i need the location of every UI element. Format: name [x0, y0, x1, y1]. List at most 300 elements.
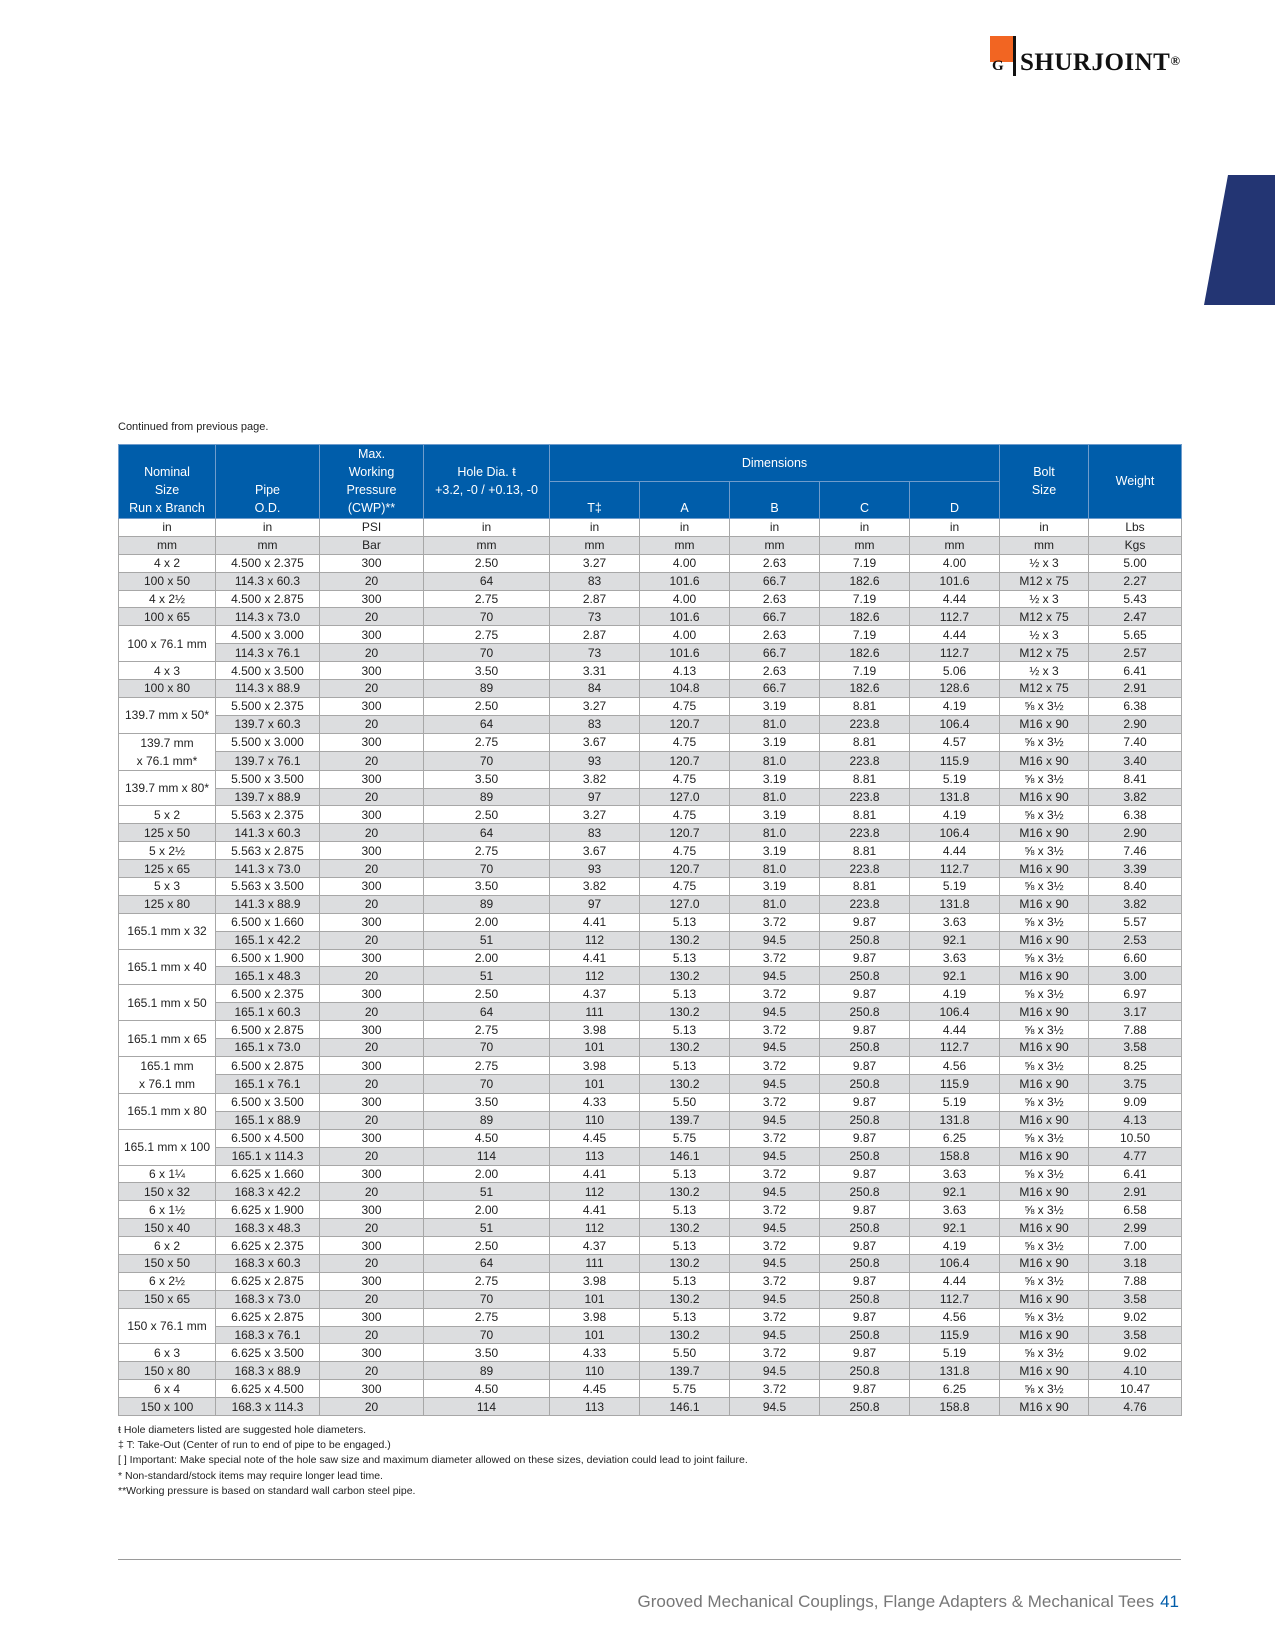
value-cell: 300 — [320, 842, 424, 860]
header-hole-line: +3.2, -0 / +0.13, -0 — [435, 483, 538, 497]
value-cell: 4.50 — [424, 1129, 550, 1147]
value-cell: 7.00 — [1089, 1237, 1182, 1255]
value-cell: 70 — [424, 608, 550, 626]
header-working-pressure — [320, 445, 424, 519]
value-cell: 70 — [424, 860, 550, 878]
value-cell: 3.72 — [730, 1201, 820, 1219]
value-cell: 66.7 — [730, 608, 820, 626]
value-cell: 2.00 — [424, 1165, 550, 1183]
nominal-size-metric-cell: 100 x 80 — [119, 680, 216, 698]
value-cell: 2.75 — [424, 1272, 550, 1290]
value-cell: 9.87 — [820, 1344, 910, 1362]
value-cell: 20 — [320, 715, 424, 733]
value-cell: 5.50 — [640, 1093, 730, 1111]
value-cell: 3.63 — [910, 1201, 1000, 1219]
value-cell: 114.3 x 76.1 — [216, 644, 320, 662]
value-cell: 3.98 — [550, 1272, 640, 1290]
value-cell: 20 — [320, 680, 424, 698]
value-cell: 6.58 — [1089, 1201, 1182, 1219]
value-cell: 2.91 — [1089, 1183, 1182, 1201]
value-cell: 5.13 — [640, 949, 730, 967]
value-cell: 4.56 — [910, 1308, 1000, 1326]
header-nominal-size — [119, 445, 216, 519]
value-cell: ⅝ x 3½ — [1000, 1093, 1089, 1111]
header-dimension-col: A — [640, 482, 730, 519]
value-cell: 20 — [320, 860, 424, 878]
nominal-size-text: 165.1 mm x 32 — [127, 924, 207, 939]
nominal-size-cell: 6 x 3 — [119, 1344, 216, 1362]
value-cell: 101.6 — [640, 644, 730, 662]
value-cell: 250.8 — [820, 1254, 910, 1272]
value-cell: 81.0 — [730, 895, 820, 913]
value-cell: 2.50 — [424, 697, 550, 715]
value-cell: M16 x 90 — [1000, 1039, 1089, 1057]
table-row-imperial — [119, 1056, 1182, 1075]
value-cell: 2.87 — [550, 590, 640, 608]
value-cell: 5.13 — [640, 1237, 730, 1255]
value-cell: 120.7 — [640, 715, 730, 733]
value-cell: 112 — [550, 1219, 640, 1237]
unit-cell: mm — [119, 536, 216, 554]
value-cell: 300 — [320, 697, 424, 715]
unit-cell: in — [730, 519, 820, 537]
unit-cell: in — [216, 519, 320, 537]
value-cell: 4.10 — [1089, 1362, 1182, 1380]
value-cell: 300 — [320, 1129, 424, 1147]
nominal-size-cell — [119, 770, 216, 806]
table-row-imperial — [119, 1021, 1182, 1039]
value-cell: 300 — [320, 806, 424, 824]
value-cell: 94.5 — [730, 1039, 820, 1057]
table-row-metric — [119, 1254, 1182, 1272]
value-cell: 9.87 — [820, 1129, 910, 1147]
value-cell: 3.82 — [550, 878, 640, 896]
value-cell: 127.0 — [640, 895, 730, 913]
value-cell: 2.99 — [1089, 1219, 1182, 1237]
table-row-imperial — [119, 697, 1182, 715]
value-cell: 300 — [320, 985, 424, 1003]
value-cell: 73 — [550, 608, 640, 626]
value-cell: 111 — [550, 1254, 640, 1272]
value-cell: 3.67 — [550, 733, 640, 752]
value-cell: 139.7 x 88.9 — [216, 788, 320, 806]
value-cell: 165.1 x 42.2 — [216, 931, 320, 949]
unit-cell: in — [640, 519, 730, 537]
value-cell: M16 x 90 — [1000, 1003, 1089, 1021]
value-cell: 93 — [550, 752, 640, 771]
value-cell: 9.87 — [820, 1056, 910, 1075]
table-row-imperial — [119, 1272, 1182, 1290]
value-cell: 4.75 — [640, 878, 730, 896]
value-cell: 3.63 — [910, 949, 1000, 967]
value-cell: 2.63 — [730, 590, 820, 608]
value-cell: 9.87 — [820, 985, 910, 1003]
value-cell: 97 — [550, 895, 640, 913]
value-cell: 4.19 — [910, 1237, 1000, 1255]
value-cell: 94.5 — [730, 1326, 820, 1344]
table-row-metric — [119, 824, 1182, 842]
value-cell: 4.77 — [1089, 1147, 1182, 1165]
value-cell: 250.8 — [820, 1039, 910, 1057]
value-cell: 300 — [320, 1272, 424, 1290]
table-row-metric — [119, 1003, 1182, 1021]
nominal-size-text: 165.1 mm x 50 — [127, 995, 207, 1010]
value-cell: ½ x 3 — [1000, 554, 1089, 572]
value-cell: ½ x 3 — [1000, 662, 1089, 680]
value-cell: 250.8 — [820, 1326, 910, 1344]
value-cell: M16 x 90 — [1000, 788, 1089, 806]
value-cell: 223.8 — [820, 715, 910, 733]
value-cell: 3.19 — [730, 878, 820, 896]
value-cell: 106.4 — [910, 1003, 1000, 1021]
value-cell: 4.13 — [1089, 1111, 1182, 1129]
value-cell: 165.1 x 60.3 — [216, 1003, 320, 1021]
value-cell: 6.41 — [1089, 662, 1182, 680]
value-cell: 300 — [320, 878, 424, 896]
value-cell: 3.72 — [730, 1129, 820, 1147]
value-cell: 5.13 — [640, 985, 730, 1003]
value-cell: 120.7 — [640, 824, 730, 842]
value-cell: 66.7 — [730, 572, 820, 590]
value-cell: 20 — [320, 1003, 424, 1021]
value-cell: 2.75 — [424, 1021, 550, 1039]
value-cell: 120.7 — [640, 752, 730, 771]
table-row-metric — [119, 860, 1182, 878]
value-cell: 5.06 — [910, 662, 1000, 680]
value-cell: 4.500 x 3.500 — [216, 662, 320, 680]
table-row-metric — [119, 1326, 1182, 1344]
value-cell: 9.87 — [820, 1021, 910, 1039]
nominal-size-text: 150 x 76.1 mm — [127, 1319, 207, 1334]
value-cell: 3.58 — [1089, 1290, 1182, 1308]
value-cell: 81.0 — [730, 860, 820, 878]
value-cell: 165.1 x 48.3 — [216, 967, 320, 985]
value-cell: 101.6 — [640, 572, 730, 590]
header-bolt-line: Size — [1031, 483, 1057, 497]
table-row-metric — [119, 680, 1182, 698]
header-pressure-line: Max. — [357, 447, 386, 461]
value-cell: 92.1 — [910, 1219, 1000, 1237]
value-cell: 20 — [320, 1147, 424, 1165]
value-cell: 141.3 x 60.3 — [216, 824, 320, 842]
value-cell: 4.41 — [550, 1201, 640, 1219]
nominal-size-text: x 76.1 mm* — [136, 753, 198, 768]
value-cell: 112.7 — [910, 1290, 1000, 1308]
value-cell: 3.67 — [550, 842, 640, 860]
value-cell: 3.72 — [730, 1093, 820, 1111]
value-cell: 4.44 — [910, 626, 1000, 644]
value-cell: 3.50 — [424, 1093, 550, 1111]
value-cell: 6.500 x 2.875 — [216, 1056, 320, 1075]
table-row-metric — [119, 895, 1182, 913]
value-cell: 20 — [320, 1326, 424, 1344]
nominal-size-cell: 6 x 1¼ — [119, 1165, 216, 1183]
value-cell: 6.625 x 2.875 — [216, 1272, 320, 1290]
value-cell: 3.50 — [424, 1344, 550, 1362]
value-cell: 97 — [550, 788, 640, 806]
nominal-size-metric-cell: 100 x 50 — [119, 572, 216, 590]
table-row-metric — [119, 1362, 1182, 1380]
specification-table-wrap — [118, 444, 1181, 1416]
specification-table — [118, 444, 1182, 1416]
section-tab-shape — [1204, 175, 1275, 305]
value-cell: 51 — [424, 967, 550, 985]
value-cell: 250.8 — [820, 967, 910, 985]
value-cell: 4.44 — [910, 1021, 1000, 1039]
value-cell: ½ x 3 — [1000, 626, 1089, 644]
value-cell: 2.90 — [1089, 824, 1182, 842]
value-cell: 5.500 x 2.375 — [216, 697, 320, 715]
value-cell: 250.8 — [820, 1362, 910, 1380]
value-cell: 94.5 — [730, 1398, 820, 1416]
value-cell: 5.13 — [640, 1165, 730, 1183]
value-cell: 20 — [320, 572, 424, 590]
value-cell: 51 — [424, 1219, 550, 1237]
value-cell: 94.5 — [730, 1254, 820, 1272]
value-cell: 250.8 — [820, 1290, 910, 1308]
value-cell: 70 — [424, 1039, 550, 1057]
value-cell: 130.2 — [640, 1039, 730, 1057]
value-cell: 7.19 — [820, 662, 910, 680]
value-cell: ⅝ x 3½ — [1000, 878, 1089, 896]
value-cell: 3.72 — [730, 1344, 820, 1362]
value-cell: 9.87 — [820, 1380, 910, 1398]
value-cell: 89 — [424, 1362, 550, 1380]
value-cell: 20 — [320, 931, 424, 949]
value-cell: M16 x 90 — [1000, 1398, 1089, 1416]
nominal-size-text: 139.7 mm x 50* — [124, 708, 210, 723]
table-row-imperial — [119, 913, 1182, 931]
value-cell: 114.3 x 88.9 — [216, 680, 320, 698]
unit-cell: in — [910, 519, 1000, 537]
value-cell: 4.75 — [640, 697, 730, 715]
value-cell: 3.27 — [550, 697, 640, 715]
header-weight: Weight — [1089, 445, 1182, 519]
value-cell: 300 — [320, 1021, 424, 1039]
value-cell: 4.76 — [1089, 1398, 1182, 1416]
value-cell: 2.90 — [1089, 715, 1182, 733]
value-cell: 5.65 — [1089, 626, 1182, 644]
unit-cell: mm — [424, 536, 550, 554]
table-notes — [118, 1423, 748, 1499]
value-cell: 182.6 — [820, 608, 910, 626]
value-cell: 300 — [320, 1056, 424, 1075]
table-row-imperial — [119, 590, 1182, 608]
value-cell: M16 x 90 — [1000, 1111, 1089, 1129]
value-cell: 4.75 — [640, 770, 730, 788]
value-cell: 165.1 x 114.3 — [216, 1147, 320, 1165]
value-cell: 130.2 — [640, 1326, 730, 1344]
value-cell: 112 — [550, 931, 640, 949]
unit-cell: in — [820, 519, 910, 537]
value-cell: 300 — [320, 626, 424, 644]
nominal-size-cell: 6 x 4 — [119, 1380, 216, 1398]
table-row-metric — [119, 752, 1182, 771]
value-cell: 131.8 — [910, 788, 1000, 806]
note-line: [ ] Important: Make special note of the hole saw size and maximum diameter allowed on these sizes, deviation could lead to joint failure. — [118, 1454, 748, 1467]
value-cell: 20 — [320, 1290, 424, 1308]
value-cell: ⅝ x 3½ — [1000, 949, 1089, 967]
table-row-metric — [119, 788, 1182, 806]
value-cell: 3.19 — [730, 770, 820, 788]
value-cell: 5.500 x 3.500 — [216, 770, 320, 788]
value-cell: 20 — [320, 1075, 424, 1094]
value-cell: 20 — [320, 1254, 424, 1272]
value-cell: 2.63 — [730, 626, 820, 644]
table-row-imperial — [119, 878, 1182, 896]
value-cell: 131.8 — [910, 1111, 1000, 1129]
table-row-metric — [119, 967, 1182, 985]
value-cell: 6.38 — [1089, 697, 1182, 715]
value-cell: 101 — [550, 1039, 640, 1057]
value-cell: ⅝ x 3½ — [1000, 1344, 1089, 1362]
value-cell: 101 — [550, 1075, 640, 1094]
value-cell: 7.88 — [1089, 1021, 1182, 1039]
value-cell: M16 x 90 — [1000, 715, 1089, 733]
footer-title: Grooved Mechanical Couplings, Flange Adapters & Mechanical Tees — [637, 1592, 1155, 1611]
value-cell: 20 — [320, 608, 424, 626]
value-cell: 300 — [320, 770, 424, 788]
value-cell: 89 — [424, 1111, 550, 1129]
value-cell: 4.00 — [910, 554, 1000, 572]
value-cell: 300 — [320, 733, 424, 752]
value-cell: 2.00 — [424, 949, 550, 967]
value-cell: M16 x 90 — [1000, 1075, 1089, 1094]
unit-cell: in — [119, 519, 216, 537]
value-cell: M16 x 90 — [1000, 931, 1089, 949]
value-cell: 70 — [424, 1075, 550, 1094]
value-cell: 89 — [424, 788, 550, 806]
value-cell: 6.500 x 2.875 — [216, 1021, 320, 1039]
nominal-size-cell: 5 x 2½ — [119, 842, 216, 860]
value-cell: 94.5 — [730, 931, 820, 949]
value-cell: 3.58 — [1089, 1039, 1182, 1057]
value-cell: 92.1 — [910, 967, 1000, 985]
value-cell: 4.44 — [910, 1272, 1000, 1290]
value-cell: 4.75 — [640, 806, 730, 824]
value-cell: 101 — [550, 1290, 640, 1308]
value-cell: 3.72 — [730, 1165, 820, 1183]
table-row-metric — [119, 644, 1182, 662]
header-pressure-line: (CWP)** — [347, 501, 396, 515]
value-cell: 3.19 — [730, 697, 820, 715]
value-cell: 110 — [550, 1111, 640, 1129]
units-imperial-row — [119, 519, 1182, 537]
value-cell: 4.00 — [640, 590, 730, 608]
value-cell: 131.8 — [910, 1362, 1000, 1380]
header-bolt-size — [1000, 445, 1089, 519]
value-cell: 81.0 — [730, 752, 820, 771]
value-cell: 51 — [424, 931, 550, 949]
value-cell: 106.4 — [910, 715, 1000, 733]
value-cell: 4.00 — [640, 554, 730, 572]
value-cell: 2.50 — [424, 554, 550, 572]
value-cell: 94.5 — [730, 1219, 820, 1237]
value-cell: 300 — [320, 590, 424, 608]
nominal-size-metric-cell: 125 x 80 — [119, 895, 216, 913]
value-cell: 6.500 x 4.500 — [216, 1129, 320, 1147]
value-cell: 168.3 x 48.3 — [216, 1219, 320, 1237]
header-row — [119, 445, 1182, 482]
value-cell: 168.3 x 88.9 — [216, 1362, 320, 1380]
table-row-imperial — [119, 1308, 1182, 1326]
value-cell: ⅝ x 3½ — [1000, 697, 1089, 715]
value-cell: 130.2 — [640, 1003, 730, 1021]
value-cell: 112 — [550, 967, 640, 985]
value-cell: 3.19 — [730, 842, 820, 860]
value-cell: 223.8 — [820, 895, 910, 913]
table-row-imperial — [119, 1344, 1182, 1362]
value-cell: ⅝ x 3½ — [1000, 1380, 1089, 1398]
value-cell: ⅝ x 3½ — [1000, 1237, 1089, 1255]
unit-cell: Kgs — [1089, 536, 1182, 554]
value-cell: 4.500 x 2.375 — [216, 554, 320, 572]
value-cell: 4.41 — [550, 913, 640, 931]
value-cell: M12 x 75 — [1000, 608, 1089, 626]
value-cell: 6.60 — [1089, 949, 1182, 967]
value-cell: 64 — [424, 572, 550, 590]
value-cell: 9.87 — [820, 1237, 910, 1255]
value-cell: 9.87 — [820, 949, 910, 967]
value-cell: 92.1 — [910, 1183, 1000, 1201]
value-cell: ⅝ x 3½ — [1000, 1021, 1089, 1039]
value-cell: 5.50 — [640, 1344, 730, 1362]
nominal-size-cell: 6 x 1½ — [119, 1201, 216, 1219]
unit-cell: mm — [730, 536, 820, 554]
table-row-imperial — [119, 626, 1182, 644]
value-cell: 8.81 — [820, 697, 910, 715]
nominal-size-metric-cell: 100 x 65 — [119, 608, 216, 626]
value-cell: 2.27 — [1089, 572, 1182, 590]
value-cell: 3.98 — [550, 1021, 640, 1039]
value-cell: 8.81 — [820, 878, 910, 896]
value-cell: 3.63 — [910, 1165, 1000, 1183]
unit-cell: mm — [1000, 536, 1089, 554]
value-cell: 8.40 — [1089, 878, 1182, 896]
table-row-metric — [119, 1075, 1182, 1094]
value-cell: 4.57 — [910, 733, 1000, 752]
value-cell: 7.88 — [1089, 1272, 1182, 1290]
nominal-size-cell — [119, 1021, 216, 1057]
header-nominal-line: Size — [154, 483, 180, 497]
value-cell: 115.9 — [910, 1326, 1000, 1344]
value-cell: 6.25 — [910, 1380, 1000, 1398]
value-cell: 130.2 — [640, 931, 730, 949]
value-cell: 2.53 — [1089, 931, 1182, 949]
nominal-size-text: 139.7 mm — [140, 735, 194, 750]
nominal-size-cell — [119, 626, 216, 662]
value-cell: 4.41 — [550, 949, 640, 967]
value-cell: 110 — [550, 1362, 640, 1380]
value-cell: 6.500 x 3.500 — [216, 1093, 320, 1111]
value-cell: 4.19 — [910, 697, 1000, 715]
value-cell: 4.33 — [550, 1093, 640, 1111]
note-line: ŧ Hole diameters listed are suggested hole diameters. — [118, 1424, 367, 1436]
table-row-metric — [119, 1219, 1182, 1237]
value-cell: 3.75 — [1089, 1075, 1182, 1094]
value-cell: 20 — [320, 644, 424, 662]
nominal-size-text: x 76.1 mm — [138, 1076, 195, 1091]
unit-cell: in — [1000, 519, 1089, 537]
value-cell: 6.625 x 1.660 — [216, 1165, 320, 1183]
value-cell: 2.87 — [550, 626, 640, 644]
value-cell: 3.82 — [1089, 788, 1182, 806]
value-cell: 3.72 — [730, 1021, 820, 1039]
unit-cell: Lbs — [1089, 519, 1182, 537]
value-cell: 83 — [550, 572, 640, 590]
value-cell: 3.98 — [550, 1056, 640, 1075]
value-cell: 6.38 — [1089, 806, 1182, 824]
